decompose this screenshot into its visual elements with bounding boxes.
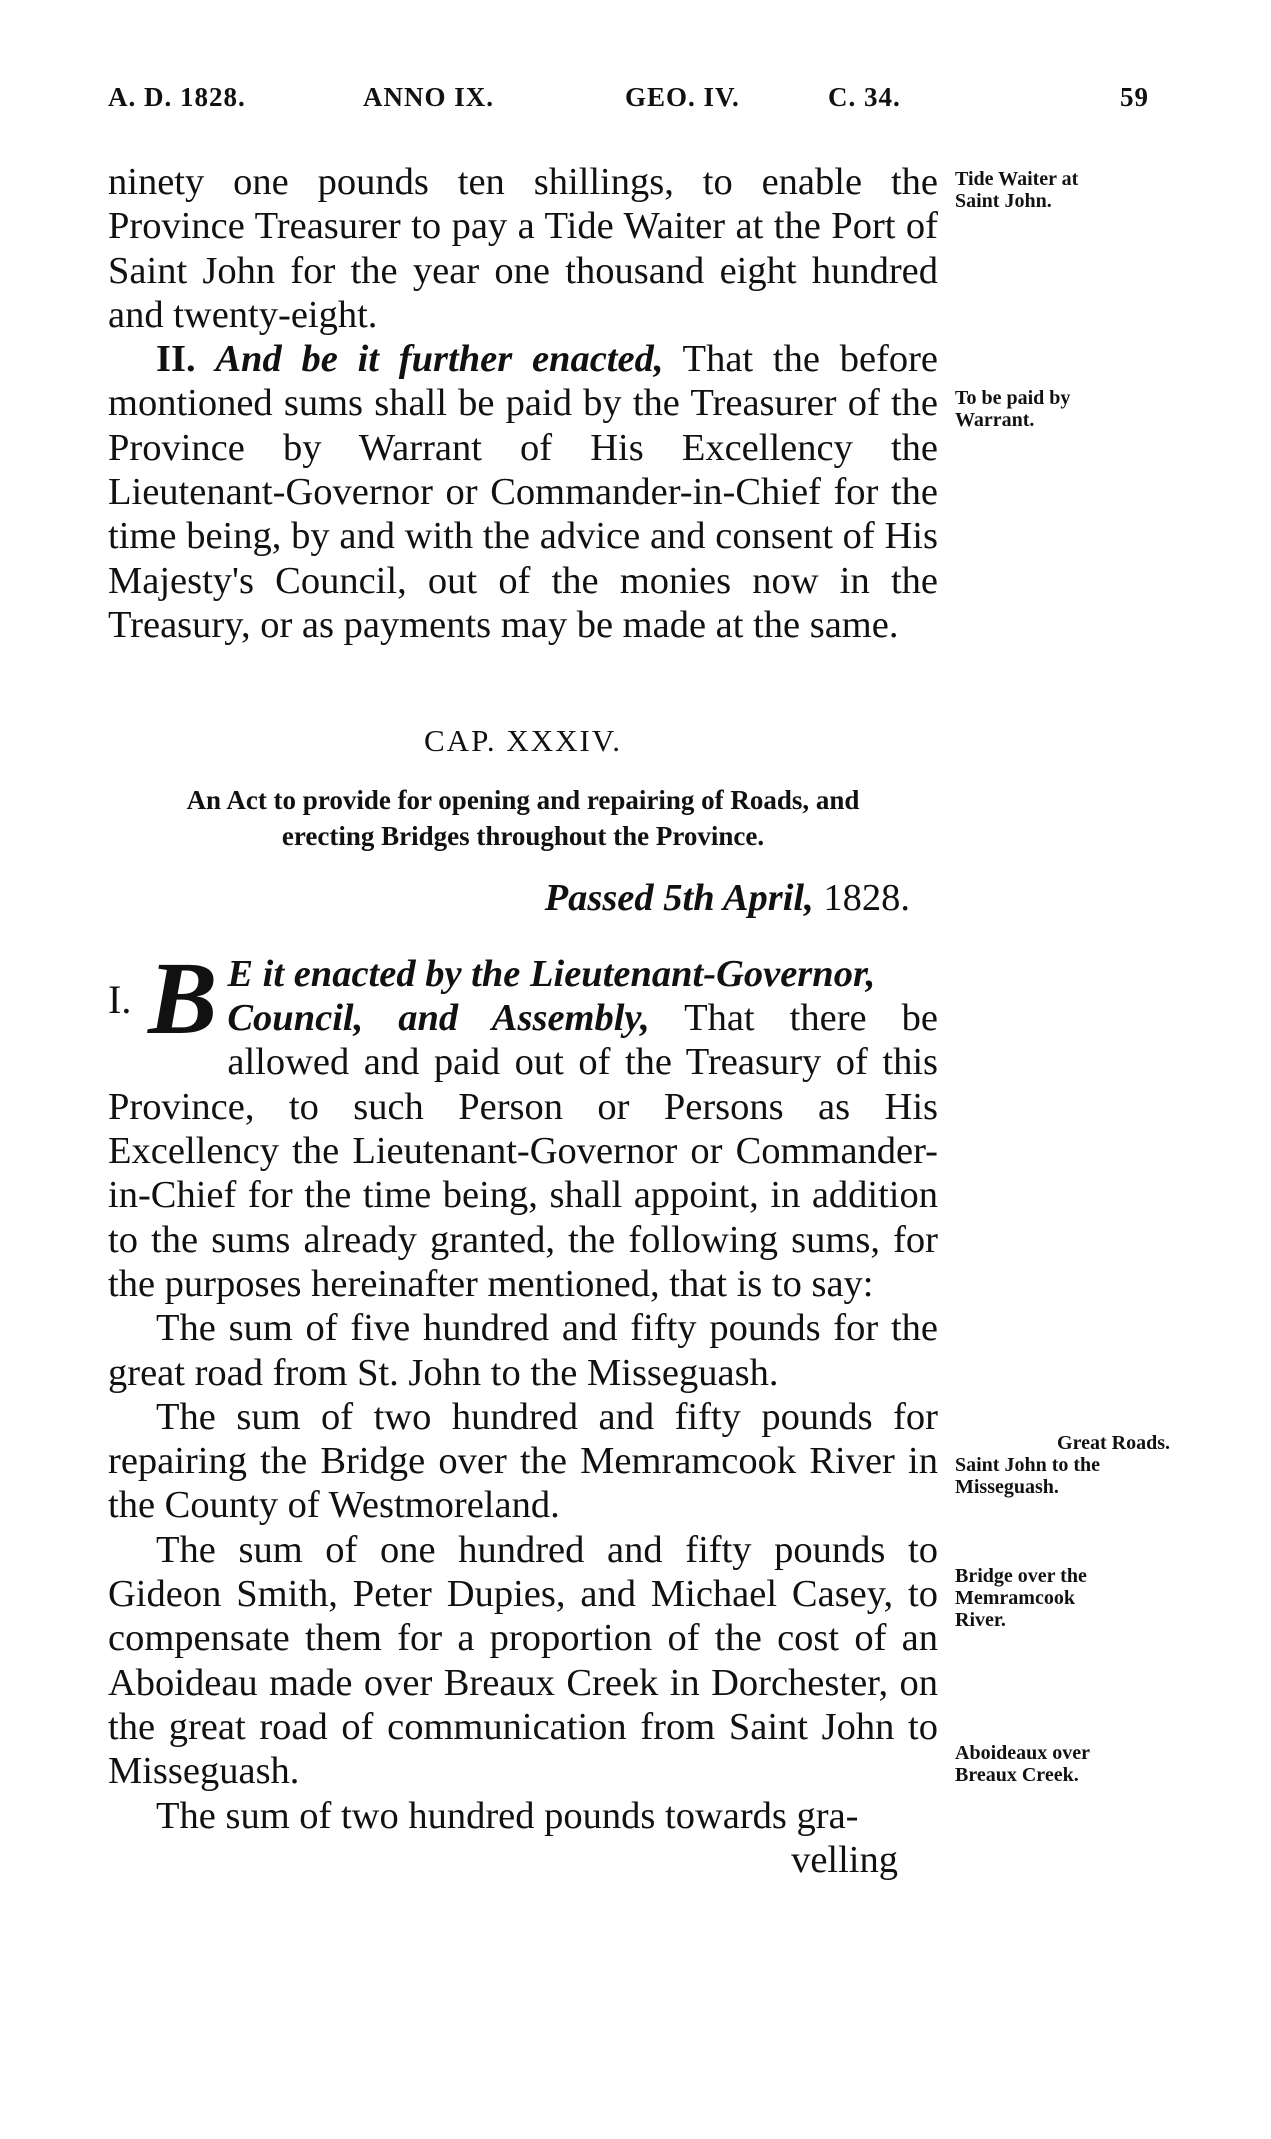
passed-year: 1828.: [823, 876, 910, 919]
header-chapter: C. 34.: [828, 82, 901, 112]
running-header: [108, 82, 1158, 122]
margin-note-great-roads: Great Roads. Saint John to the Misseguash.: [955, 1432, 1170, 1498]
catchword: velling: [791, 1838, 898, 1881]
section-2-text: That the before montioned sums shall be paid by the Treasurer of the Province by Warrant of His Excellency the Lieutenant-Governor or Commander-in-Chief for the time being, by and with the advice and consent of His Majesty's Council, out of the monies now in the Treasury, or as payments may be made at the same.: [108, 338, 939, 646]
section-1-opening: [108, 940, 938, 1306]
section-1-text: That there be allowed and paid out of the Treasury of this Province, to such Person or Persons as His Excellency the Lieutenant-Governor or Commander-in-Chief for the time being, shall appoint, in addition to the sums already granted, the following sums, for the purposes hereinafter mentioned, that is to say:: [108, 997, 938, 1305]
paragraph-section-2: [108, 337, 938, 647]
section-2-enacting-words: And be it further enacted,: [215, 338, 664, 381]
margin-note-warrant: To be paid by Warrant.: [955, 387, 1071, 431]
section-2-number: II.: [156, 338, 196, 381]
item-aboideau: The sum of one hundred and fifty pounds to Gideon Smith, Peter Dupies, and Michael Casey, to compensate them for a proportion of the cost of an Aboideau made over Breaux Creek in Dorchester, on the great road of communication from Saint John to Misseguash.: [108, 1528, 938, 1793]
header-anno: ANNO IX.: [363, 82, 495, 112]
passed-label: Passed 5th April,: [544, 876, 814, 919]
item-bridge-memramcook: The sum of two hundred and fifty pounds for repairing the Bridge over the Memramcook River in the County of Westmoreland.: [108, 1395, 938, 1527]
act-title-line-1: An Act to provide for opening and repairing of Roads, and: [186, 784, 860, 815]
item-great-road: The sum of five hundred and fifty pounds for the great road from St. John to the Misseguash.: [108, 1307, 938, 1394]
margin-note-tide-waiter: Tide Waiter at Saint John.: [955, 168, 1079, 212]
header-year: A. D. 1828.: [108, 82, 246, 112]
chapter-title: CAP. XXXIV.: [424, 723, 622, 759]
item-gravelling: The sum of two hundred pounds towards gra-: [156, 1794, 859, 1837]
section-1-number: I.: [108, 976, 132, 1022]
header-reign: GEO. IV.: [625, 82, 740, 112]
margin-note-bridge: Bridge over the Memramcook River.: [955, 1565, 1087, 1631]
paragraph-continuation: ninety one pounds ten shillings, to enable the Province Treasurer to pay a Tide Waiter at the Port of Saint John for the year one thousand eight hundred and twenty-eight.: [108, 161, 938, 336]
drop-cap-letter: B: [148, 940, 218, 1056]
passed-date: [108, 876, 938, 920]
act-title-line-2: erecting Bridges throughout the Province.: [281, 820, 765, 851]
section-1-enacting-line-2: Council, and Assembly,: [227, 997, 650, 1040]
main-text-column: [108, 160, 938, 1882]
section-1-enacting-line-1: E it enacted by the Lieutenant-Governor,: [227, 952, 876, 995]
header-page-number: 59: [1120, 82, 1149, 112]
margin-note-aboideaux: Aboideaux over Breaux Creek.: [955, 1742, 1090, 1786]
